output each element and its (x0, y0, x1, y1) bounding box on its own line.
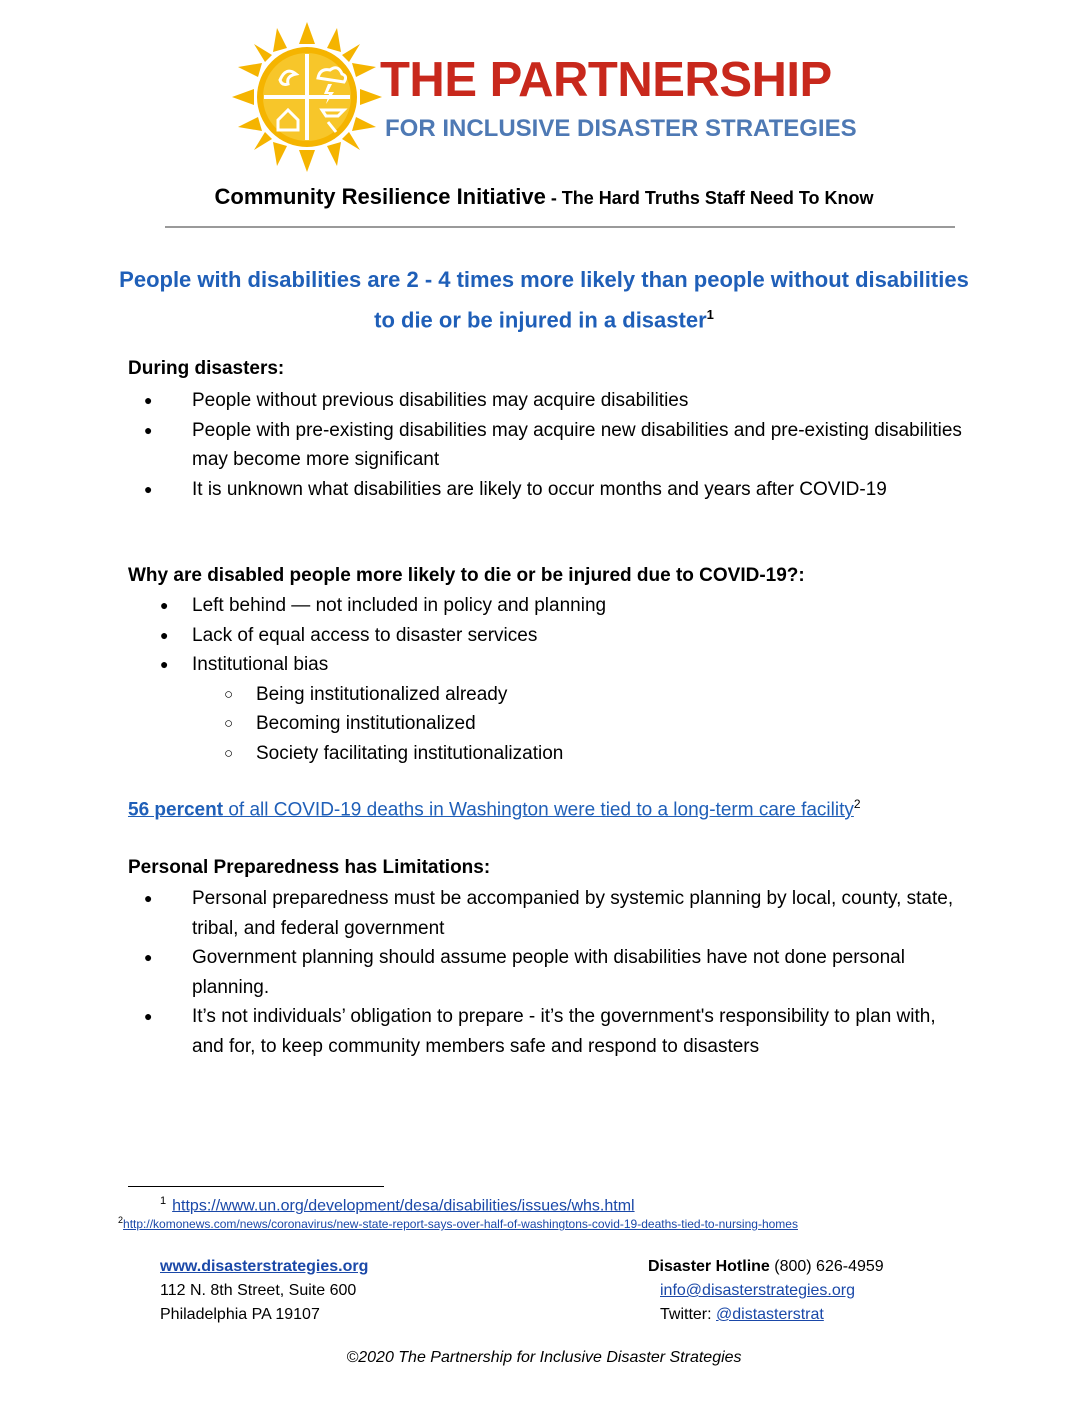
list-item-text: It’s not individuals’ obligation to prepare - it’s the government's responsibility to plan with, and for, to keep community members safe and respond to disasters (192, 1006, 936, 1057)
logo-title: THE PARTNERSHIP (380, 53, 832, 107)
hotline (648, 1255, 884, 1279)
sublist-item (192, 739, 968, 769)
list-item (128, 884, 968, 943)
preparedness-list (128, 884, 968, 1061)
list-item-text: It is unknown what disabilities are likely to occur months and years after COVID-19 (192, 478, 887, 500)
bullet-icon: ● (144, 1008, 153, 1024)
logo-subtitle: FOR INCLUSIVE DISASTER STRATEGIES (385, 115, 857, 142)
list-item-text: People without previous disabilities may acquire disabilities (192, 390, 689, 411)
circle-bullet-icon: ○ (224, 744, 234, 762)
bullet-icon: ● (144, 949, 153, 965)
circle-bullet-icon: ○ (224, 685, 234, 703)
website-link[interactable]: www.disasterstrategies.org (160, 1258, 369, 1275)
footnote-divider (128, 1186, 384, 1187)
copyright: ©2020 The Partnership for Inclusive Disaster Strategies (346, 1349, 742, 1366)
list-item (128, 386, 968, 416)
footnote-2-link[interactable]: http://komonews.com/news/coronavirus/new-state-report-says-over-half-of-washingtons-covid-19-deaths-tied-to-nursing-homes (123, 1217, 798, 1231)
list-item (128, 591, 968, 621)
bullet-icon: ● (160, 626, 169, 643)
bullet-icon: ● (144, 421, 153, 438)
list-item-text: Left behind — not included in policy and planning (192, 595, 607, 616)
list-item-text: Lack of equal access to disaster services (192, 624, 538, 646)
during-disasters-list (128, 386, 968, 504)
statistic-bold: 56 percent (128, 799, 224, 821)
address-line-1: 112 N. 8th Street, Suite 600 (160, 1282, 357, 1299)
twitter-label: Twitter: (660, 1306, 717, 1323)
preparedness-title: Personal Preparedness has Limitations: (128, 857, 491, 878)
statistic-footnote-ref: 2 (853, 797, 861, 811)
address-line-2: Philadelphia PA 19107 (160, 1306, 320, 1323)
list-item (128, 621, 968, 651)
sun-logo-icon (232, 22, 382, 172)
statistic-link[interactable] (128, 799, 854, 820)
hotline-number: (800) 626-4959 (769, 1258, 884, 1275)
list-item (128, 943, 968, 1002)
bullet-icon: ● (144, 480, 153, 497)
footnote-1-ref: 1 (160, 1195, 167, 1207)
why-title: Why are disabled people more likely to die or be injured due to COVID-19?: (128, 565, 805, 586)
list-item (128, 650, 968, 768)
list-item-text: People with pre-existing disabilities may acquire new disabilities and pre-existing disabilities may become more significant (192, 419, 962, 470)
initiative-title: Community Resilience Initiative (214, 184, 546, 209)
contact-info-block (648, 1255, 884, 1327)
initiative-subtitle: - The Hard Truths Staff Need To Know (545, 188, 874, 208)
headline (110, 262, 978, 337)
list-item (128, 416, 968, 475)
sublist-item-text: Becoming institutionalized (256, 713, 476, 734)
twitter-link[interactable]: @distasterstrat (716, 1306, 824, 1323)
sublist-item (192, 680, 968, 710)
bullet-icon: ● (160, 597, 169, 613)
headline-footnote-ref: 1 (706, 307, 714, 322)
sublist-item-text: Society facilitating institutionalization (256, 742, 564, 764)
list-item-text: Government planning should assume people with disabilities have not done personal planning. (192, 947, 905, 998)
footnote-1-link[interactable]: https://www.un.org/development/desa/disabilities/issues/whs.html (172, 1197, 635, 1215)
institutional-bias-sublist (192, 680, 968, 769)
list-item (128, 1002, 968, 1061)
initiative-heading (0, 184, 1088, 210)
statistic-text: of all COVID-19 deaths in Washington were tied to a long-term care facility (223, 799, 854, 821)
sublist-item (192, 709, 968, 739)
twitter (648, 1303, 884, 1327)
footnote-1 (160, 1195, 635, 1215)
statistic-line (128, 797, 861, 821)
headline-text: People with disabilities are 2 - 4 times more likely than people without disabilities to die or be injured in a disaster (119, 267, 969, 333)
bullet-icon: ● (144, 392, 153, 408)
sublist-item-text: Being institutionalized already (256, 683, 508, 705)
footnote-2 (118, 1215, 798, 1231)
header-divider (165, 226, 955, 228)
email-link[interactable]: info@disasterstrategies.org (660, 1282, 855, 1299)
list-item-text: Institutional bias (192, 654, 329, 675)
list-item (128, 475, 968, 505)
bullet-icon: ● (160, 656, 169, 672)
contact-address-block (160, 1255, 368, 1327)
footnote-2-ref: 2 (118, 1215, 124, 1225)
during-disasters-title: During disasters: (128, 358, 285, 379)
hotline-label: Disaster Hotline (648, 1258, 770, 1275)
bullet-icon: ● (144, 890, 153, 906)
why-list (128, 591, 968, 768)
organization-logo (232, 22, 892, 172)
list-item-text: Personal preparedness must be accompanied by systemic planning by local, county, state, tribal, and federal government (192, 888, 954, 939)
circle-bullet-icon: ○ (224, 715, 234, 732)
